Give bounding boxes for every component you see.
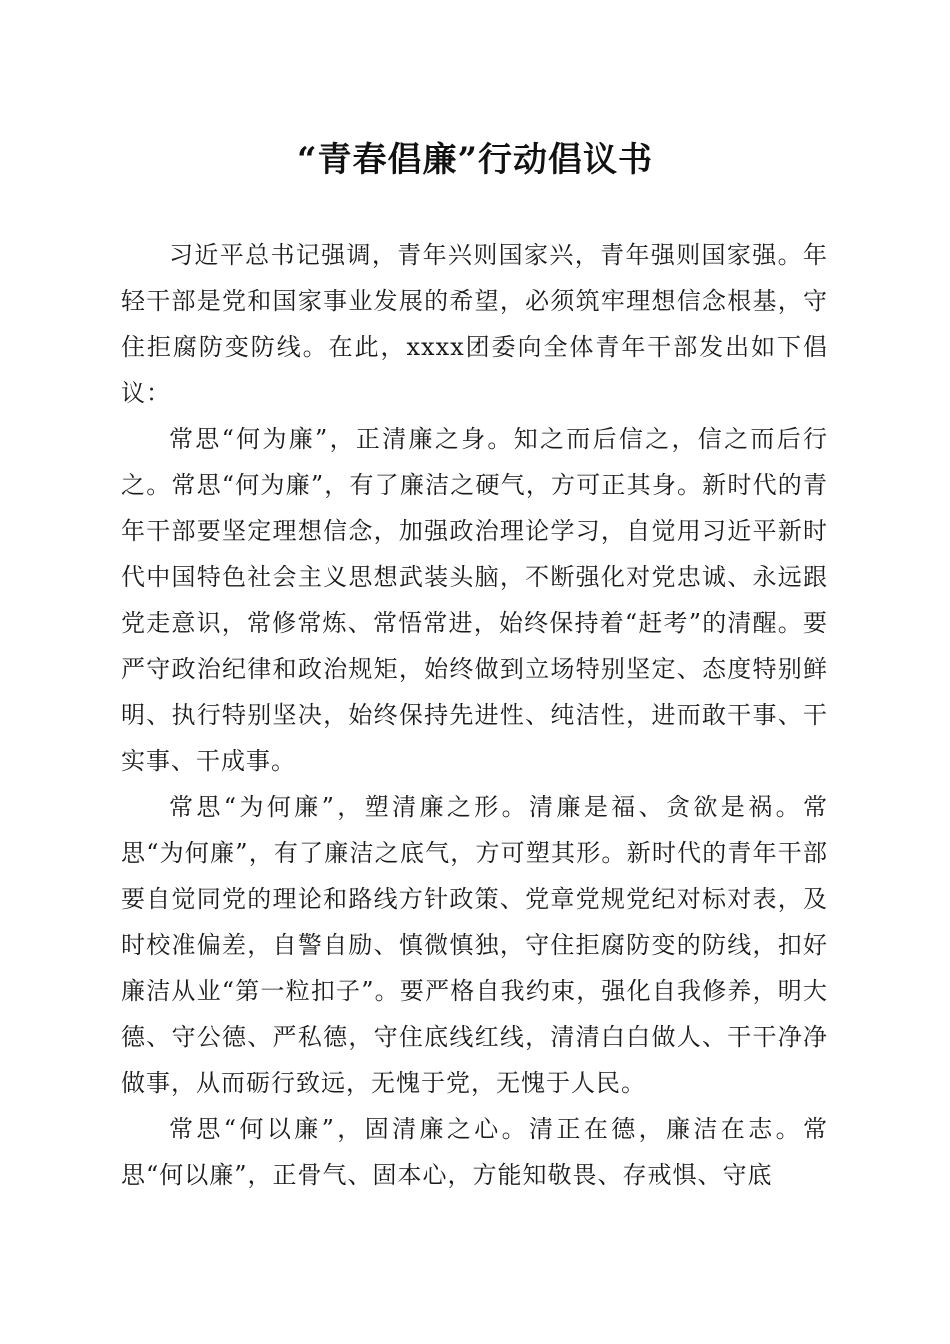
paragraph-how-integrity: 常思“何以廉”，固清廉之心。清正在德，廉洁在志。常思“何以廉”，正骨气、固本心，方能知敬畏、存戒惧、守底	[121, 1115, 828, 1189]
document-title: “青春倡廉”行动倡议书	[296, 140, 654, 180]
document-body	[121, 232, 828, 1198]
paragraph-why-integrity: 常思“为何廉”，塑清廉之形。清廉是福、贪欲是祸。常思“为何廉”，有了廉洁之底气，方可塑其形。新时代的青年干部要自觉同党的理论和路线方针政策、党章党规党纪对标对表，及时校准偏差，自警自励、慎微慎独，守住拒腐防变的防线，扣好廉洁从业“第一粒扣子”。要严格自我约束，强化自我修养，明大德、守公德、严私德，守住底线红线，清清白白做人、干干净净做事，从而砺行致远，无愧于党，无愧于人民。	[121, 793, 828, 1097]
paragraph-what-is-integrity: 常思“何为廉”，正清廉之身。知之而后信之，信之而后行之。常思“何为廉”，有了廉洁之硬气，方可正其身。新时代的青年干部要坚定理想信念，加强政治理论学习，自觉用习近平新时代中国特色社会主义思想武装头脑，不断强化对党忠诚、永远跟党走意识，常修常炼、常悟常进，始终保持着“赶考”的清醒。要严守政治纪律和政治规矩，始终做到立场特别坚定、态度特别鲜明、执行特别坚决，始终保持先进性、纯洁性，进而敢干事、干实事、干成事。	[121, 425, 828, 775]
paragraph-intro: 习近平总书记强调，青年兴则国家兴，青年强则国家强。年轻干部是党和国家事业发展的希望，必须筑牢理想信念根基，守住拒腐防变防线。在此，xxxx团委向全体青年干部发出如下倡议：	[121, 241, 828, 407]
